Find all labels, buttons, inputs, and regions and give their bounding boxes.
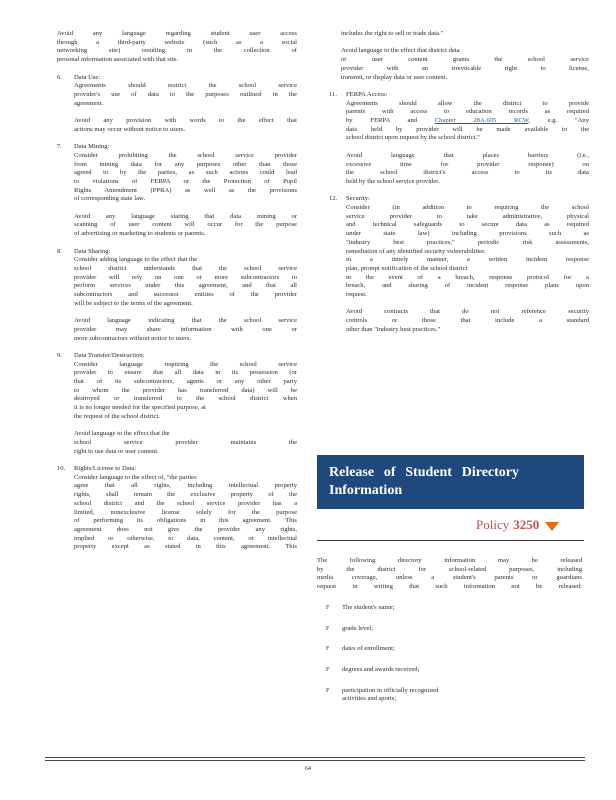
bullet-icon: F — [326, 604, 330, 611]
bullet-icon: F — [326, 646, 330, 653]
intro-note: Avoid any language regarding student user access through a third-party website (such as a social networking site) resulting in the collection of personal information associated with that site. — [57, 30, 297, 64]
page-number: 64 — [305, 766, 311, 772]
item-security: 12. Security: Consider (in addition to requiring the school service provider to take administrative, physical and technical safeguards to secure data as required under state law) including provisions such as "industry best practices," periodic risk assessments, remediation of any identified security vulnerabilities in a timely manner, a written incident response plan, prompt notification of the school district in the event of a breach, response protocol for a breach, and sharing of incident response plans upon request. Avoid contracts that do not reference security controls or those that include a standard other than "industry best practices." — [329, 195, 589, 333]
item-number: 11. — [329, 90, 337, 98]
policy-label — [476, 517, 559, 533]
right-column — [329, 30, 589, 343]
item-data-sharing: 8. Data Sharing: Consider adding language to the effect that the school district understands that the school service provider will rely on one or more subcontractors to perform services under this agreement, and that all subcontractors and successor entities of the provider will be subject to the terms of the agreement. Avoid language indicating that the school service provider may share information with one or more subcontractors without notice to users. — [57, 247, 297, 342]
footer-rule — [45, 757, 585, 758]
item-number: 6. — [57, 73, 62, 81]
continued-text: includes the right to sell or trade data." — [341, 30, 444, 37]
rcw-link[interactable]: Chapter 28A.605 RCW — [434, 117, 529, 124]
bullet-icon: F — [326, 666, 330, 673]
policy-divider — [317, 540, 584, 541]
avoid-note: Avoid language that places barriers (i.e., excessive time for provider response) on the school district's access to its data held by the school service provider. — [346, 151, 589, 185]
list-item: F The student's name; — [326, 603, 395, 611]
item-number: 12. — [329, 195, 338, 203]
ferpa-rcw-line: by FERPA and Chapter 28A.605 RCW, e.g. "Any — [346, 117, 589, 124]
item-ferpa-access: 11. FERPA Access: Agreements should allow the district to provide parents with access to education records as required by FERPA and Chapter 28A.605 RCW, e.g. "Any data held by provider will be made available to the school district upon request by the school district." Avoid language that places barriers (i.e., excessive time for provider response) on the school district's access to its data held by the school service provider. — [329, 90, 589, 185]
policy-word: Policy — [476, 517, 510, 532]
item-heading: Data Sharing: — [74, 247, 111, 255]
list-item: F degrees and awards received; — [326, 665, 420, 673]
item-heading: Rights/License to Data: — [74, 465, 137, 473]
item-heading: FERPA Access: — [346, 90, 388, 98]
item-data-use: 6. Data Use: Agreements should restrict the school service provider's use of data to the purposes outlined in the agreement. Avoid any provision with words to the effect that actions may occur without notice to users. — [57, 73, 297, 133]
triangle-down-icon — [545, 522, 559, 531]
avoid-note: Avoid any provision with words to the effect that actions may occur without notice to users. — [74, 117, 297, 133]
item-data-mining: 7. Data Mining: Consider prohibiting the school service provider from mining data for any purposes other than those agreed to by the parties, as such actions could lead to violations of FERPA or the Protection of Pupil Rights Amendment (PPRA) as well as the provisions of corresponding state law. Avoid any language stating that data mining or scanning of user content will occur for the purpose of advertising or marketing to students or parents. — [57, 143, 297, 238]
avoid-note: Avoid language to the effect that the school service provider maintains the right to use data or user content. — [74, 430, 297, 455]
item-heading: Security: — [346, 195, 370, 203]
section-title: Release of Student Directory Information — [329, 465, 519, 498]
item-heading: Data Transfer/Destruction: — [74, 351, 145, 359]
item-heading: Data Use: — [74, 73, 101, 81]
list-item: F participation in officially recognized activities and sports; — [326, 686, 439, 703]
item-number: 9. — [57, 351, 62, 359]
item-rights-license: 10. Rights/License to Data: Consider language to the effect of, "the parties agree that all rights, including intellectual property rights, shall remain the exclusive property of the school district and the school service provider has a limited, nonexclusive license solely for the purpose of performing its obligations in this agreement. This agreement does not give the provider any rights, implied or otherwise, to data, content, or intellectual property except as stated in this agreement. This — [57, 465, 297, 551]
section-banner — [317, 455, 584, 509]
list-item: F dates of enrollment; — [326, 645, 395, 653]
bullet-icon: F — [326, 687, 330, 694]
left-column — [57, 30, 297, 561]
directory-section: The following directory information may be released by the district for school-related purposes, including media coverage, unless a student's parents or guardians request in writing that such information not be released: F The student's name; F grade level; F dates of enrollment; F degrees and awards received; F participation in officially recognized activities and sports; — [317, 557, 582, 703]
item-number: 7. — [57, 143, 62, 151]
list-item: F grade level; — [326, 624, 373, 632]
avoid-note: Avoid language to the effect that district data or user content grants the school service provider with an irrevocable right to license, transmit, or display data or user content. — [341, 47, 589, 81]
bullet-icon: F — [326, 625, 330, 632]
footer-rule — [45, 760, 585, 761]
item-number: 10. — [57, 465, 66, 473]
avoid-note: Avoid any language stating that data mining or scanning of user content will occur for the purpose of advertising or marketing to students or parents. — [74, 212, 297, 238]
avoid-note: Avoid contracts that do not reference security controls or those that include a standard other than "industry best practices." — [346, 308, 589, 333]
policy-number: 3250 — [513, 517, 540, 532]
item-heading: Data Mining: — [74, 143, 110, 151]
item-data-transfer: 9. Data Transfer/Destruction: Consider language requiring the school service provider to ensure that all data in its possession (or that of its subcontractors, agents or any other party to whom the provider has transferred data) will be destroyed or transferred to the school district when it is no longer needed for the specified purpose, at the request of the school district. Avoid language to the effect that the school service provider maintains the right to use data or user content. — [57, 351, 297, 455]
item-number: 8. — [57, 247, 62, 255]
avoid-note: Avoid language indicating that the school service provider may share information with one or more subcontractors without notice to users. — [74, 317, 297, 342]
